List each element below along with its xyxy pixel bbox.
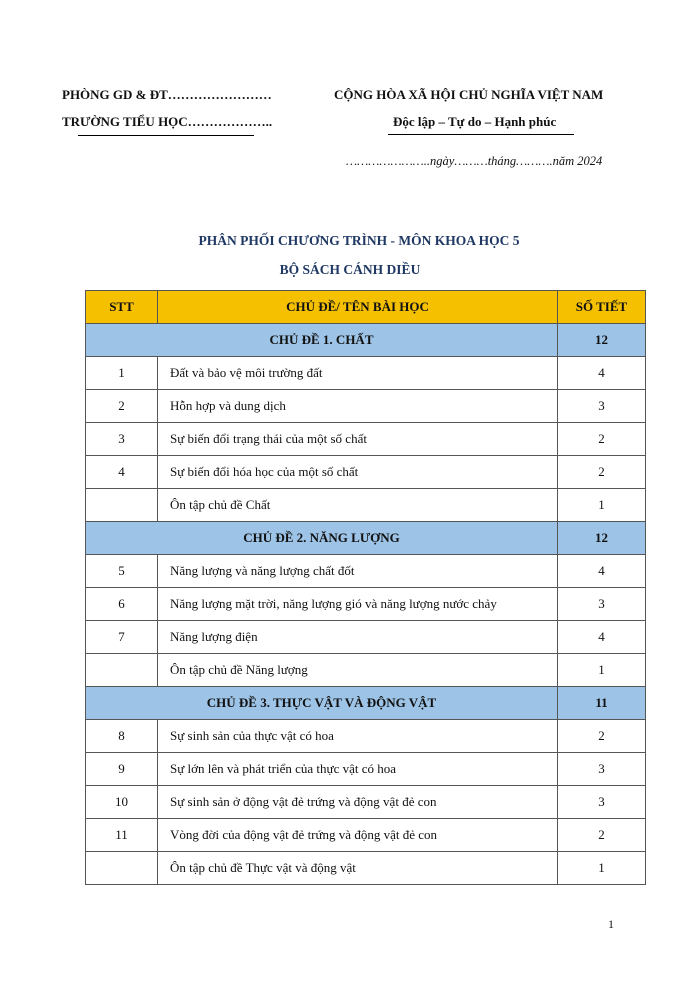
table-row <box>86 852 646 885</box>
table-row <box>86 720 646 753</box>
lesson-hours: 3 <box>558 390 646 423</box>
lesson-name: Vòng đời của động vật đẻ trứng và động vật đẻ con <box>158 819 558 852</box>
lesson-hours: 2 <box>558 819 646 852</box>
lesson-name: Sự biến đổi hóa học của một số chất <box>158 456 558 489</box>
table-row <box>86 753 646 786</box>
lesson-number: 11 <box>86 819 158 852</box>
lesson-number <box>86 489 158 522</box>
lesson-name: Sự lớn lên và phát triển của thực vật có hoa <box>158 753 558 786</box>
lesson-name: Sự sinh sản ở động vật đẻ trứng và động vật đẻ con <box>158 786 558 819</box>
date-line: …………………..ngày………tháng……….năm 2024 <box>346 154 603 168</box>
document-title: PHÂN PHỐI CHƯƠNG TRÌNH - MÔN KHOA HỌC 5 <box>198 233 520 248</box>
lesson-number: 10 <box>86 786 158 819</box>
lesson-name: Năng lượng mặt trời, năng lượng gió và năng lượng nước chảy <box>158 588 558 621</box>
lesson-hours: 4 <box>558 357 646 390</box>
lesson-name: Ôn tập chủ đề Thực vật và động vật <box>158 852 558 885</box>
table-row <box>86 819 646 852</box>
curriculum-table <box>85 290 646 885</box>
table-row <box>86 621 646 654</box>
topic-row <box>86 687 646 720</box>
table-row <box>86 588 646 621</box>
lesson-number: 3 <box>86 423 158 456</box>
lesson-number <box>86 654 158 687</box>
lesson-name: Ôn tập chủ đề Năng lượng <box>158 654 558 687</box>
national-title: CỘNG HÒA XÃ HỘI CHỦ NGHĨA VIỆT NAM <box>334 87 604 102</box>
lesson-name: Hỗn hợp và dung dịch <box>158 390 558 423</box>
school-underline <box>78 135 254 136</box>
table-header-row <box>86 291 646 324</box>
school-label: TRƯỜNG TIỂU HỌC……………….. <box>62 114 273 129</box>
lesson-hours: 2 <box>558 423 646 456</box>
lesson-hours: 4 <box>558 555 646 588</box>
header-hours: SỐ TIẾT <box>558 291 646 324</box>
table-row <box>86 654 646 687</box>
lesson-name: Sự biến đổi trạng thái của một số chất <box>158 423 558 456</box>
topic-hours: 12 <box>558 324 646 357</box>
page-number: 1 <box>608 917 614 931</box>
lesson-hours: 2 <box>558 720 646 753</box>
lesson-number: 5 <box>86 555 158 588</box>
lesson-number: 6 <box>86 588 158 621</box>
table-row <box>86 390 646 423</box>
motto-underline <box>388 134 574 135</box>
table-body <box>86 324 646 885</box>
table-row <box>86 357 646 390</box>
header-stt: STT <box>86 291 158 324</box>
topic-hours: 11 <box>558 687 646 720</box>
topic-title: CHỦ ĐỀ 2. NĂNG LƯỢNG <box>86 522 558 555</box>
table-row <box>86 489 646 522</box>
topic-title: CHỦ ĐỀ 3. THỰC VẬT VÀ ĐỘNG VẬT <box>86 687 558 720</box>
table-row <box>86 456 646 489</box>
lesson-hours: 3 <box>558 588 646 621</box>
topic-row <box>86 522 646 555</box>
lesson-number: 1 <box>86 357 158 390</box>
lesson-name: Sự sinh sản của thực vật có hoa <box>158 720 558 753</box>
topic-row <box>86 324 646 357</box>
lesson-hours: 1 <box>558 489 646 522</box>
lesson-name: Năng lượng và năng lượng chất đốt <box>158 555 558 588</box>
table-row <box>86 555 646 588</box>
lesson-hours: 4 <box>558 621 646 654</box>
topic-title: CHỦ ĐỀ 1. CHẤT <box>86 324 558 357</box>
table-row <box>86 423 646 456</box>
lesson-number: 4 <box>86 456 158 489</box>
lesson-number: 9 <box>86 753 158 786</box>
topic-hours: 12 <box>558 522 646 555</box>
lesson-number: 2 <box>86 390 158 423</box>
lesson-name: Đất và bảo vệ môi trường đất <box>158 357 558 390</box>
book-series-title: BỘ SÁCH CÁNH DIỀU <box>279 262 421 277</box>
lesson-hours: 2 <box>558 456 646 489</box>
national-motto: Độc lập – Tự do – Hạnh phúc <box>393 114 557 129</box>
department-label: PHÒNG GD & ĐT…………………… <box>62 87 272 102</box>
lesson-hours: 3 <box>558 786 646 819</box>
lesson-hours: 1 <box>558 852 646 885</box>
lesson-number <box>86 852 158 885</box>
lesson-hours: 3 <box>558 753 646 786</box>
header-topic-lesson: CHỦ ĐỀ/ TÊN BÀI HỌC <box>158 291 558 324</box>
lesson-number: 7 <box>86 621 158 654</box>
lesson-name: Năng lượng điện <box>158 621 558 654</box>
lesson-number: 8 <box>86 720 158 753</box>
table-row <box>86 786 646 819</box>
lesson-name: Ôn tập chủ đề Chất <box>158 489 558 522</box>
lesson-hours: 1 <box>558 654 646 687</box>
